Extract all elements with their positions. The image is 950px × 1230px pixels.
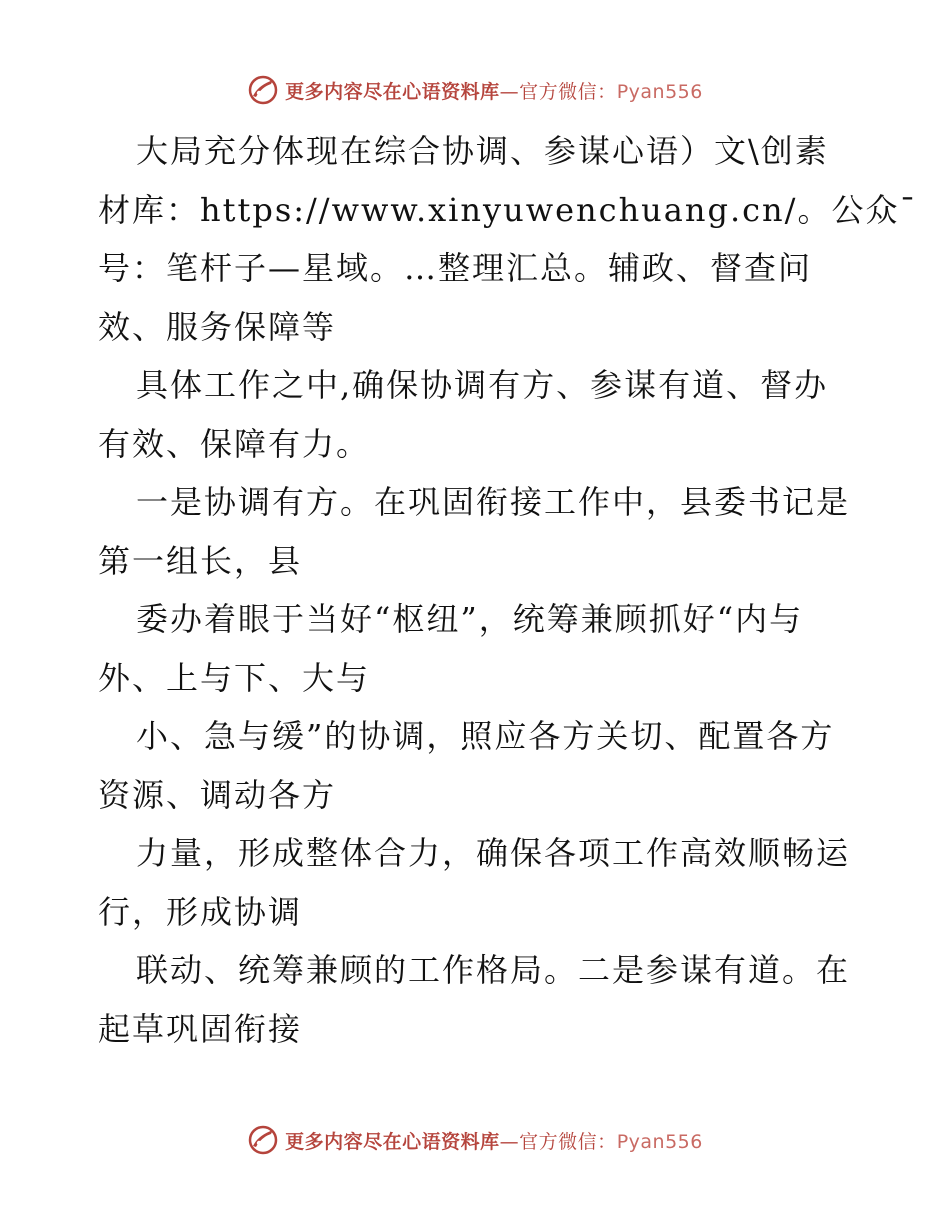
- text-line: 效、服务保障等: [98, 307, 337, 346]
- brush-logo-icon: [247, 74, 279, 106]
- text-line: 第一组长，县: [98, 541, 303, 580]
- text-line: 力量，形成整体合力，确保各项工作高效顺畅运: [136, 834, 851, 872]
- text-line: 小、急与缓”的协调，照应各方关切、配置各方: [136, 717, 835, 755]
- banner-wechat-label: —官方微信：: [499, 80, 617, 103]
- text-line: 有效、保障有力。: [98, 424, 371, 463]
- footer-banner: [0, 1120, 950, 1160]
- document-body: [98, 122, 918, 1058]
- text-line: 起草巩固衔接: [98, 1009, 303, 1048]
- text-line: 材库：https://www.xinyuwenchuang.cn/。公众¯: [98, 190, 918, 229]
- text-line: 行，形成协调: [98, 892, 303, 931]
- text-line: 大局充分体现在综合协调、参谋心语）文\创素: [136, 132, 829, 170]
- text-line: 联动、统筹兼顾的工作格局。二是参谋有道。在: [136, 951, 851, 989]
- text-line: 一是协调有方。在巩固衔接工作中，县委书记是: [136, 483, 851, 521]
- text-line: 具体工作之中,确保协调有方、参谋有道、督办: [136, 366, 829, 404]
- banner-wechat-id: Pyan556: [616, 1130, 703, 1153]
- text-line: 外、上与下、大与: [98, 658, 371, 697]
- text-line: 资源、调动各方: [98, 775, 337, 814]
- header-banner: [0, 70, 950, 110]
- banner-wechat-id: Pyan556: [616, 80, 703, 103]
- text-line: 委办着眼于当好“枢纽”，统筹兼顾抓好“内与: [136, 600, 804, 638]
- banner-site-name: 更多内容尽在心语资料库: [285, 80, 500, 103]
- banner-wechat-label: —官方微信：: [499, 1130, 617, 1153]
- banner-site-name: 更多内容尽在心语资料库: [285, 1130, 500, 1153]
- brush-logo-icon: [247, 1124, 279, 1156]
- text-line: 号：笔杆子—星域。…整理汇总。辅政、督查问: [98, 249, 813, 287]
